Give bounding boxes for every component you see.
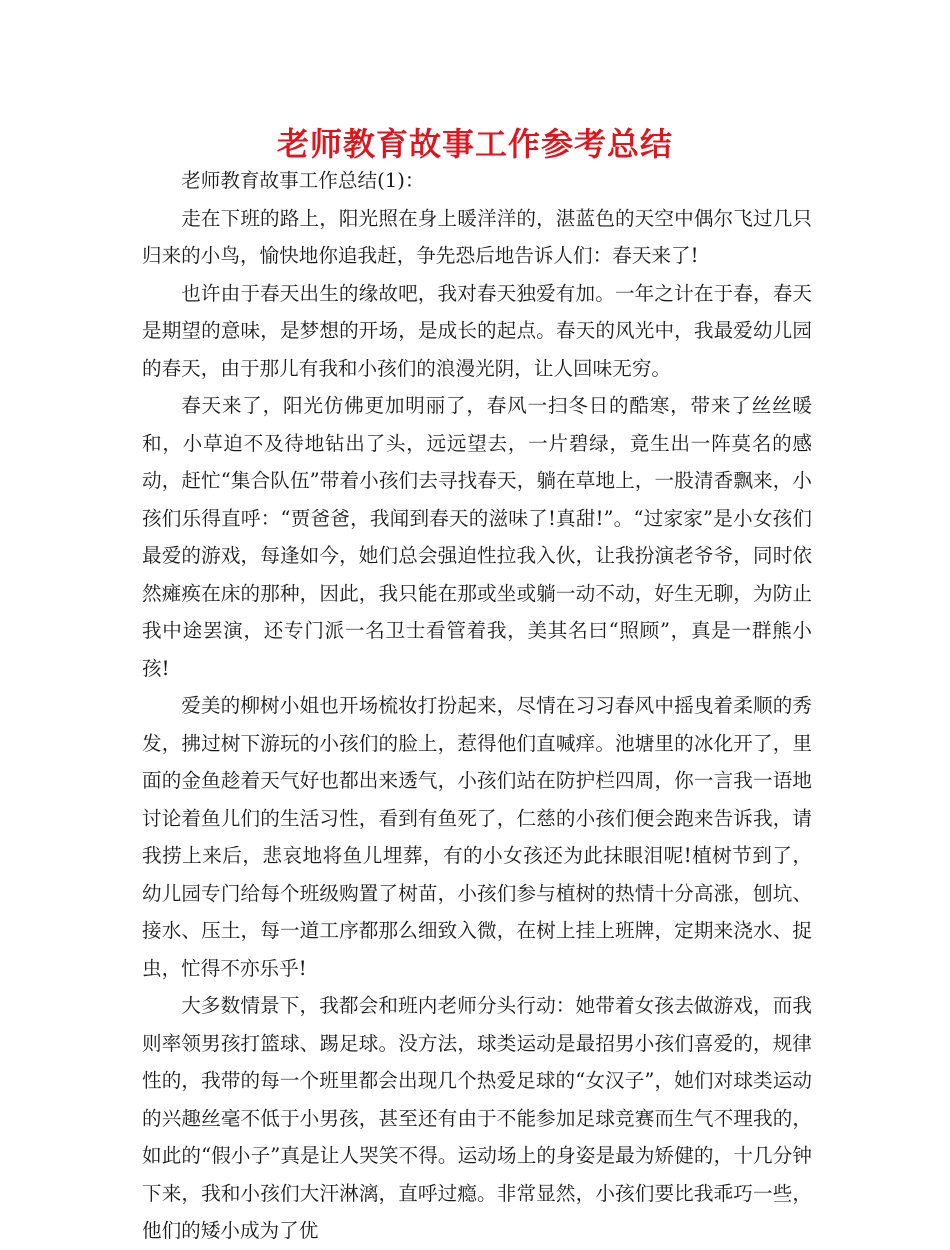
paragraph: 也许由于春天出生的缘故吧，我对春天独爱有加。一年之计在于春，春天是期望的意味，是梦想的开场，是成长的起点。春天的风光中，我最爱幼儿园的春天，由于那儿有我和小孩们的浪漫光阴，让人回味无穷。 [142, 281, 812, 380]
paragraph: 走在下班的路上，阳光照在身上暖洋洋的，湛蓝色的天空中偶尔飞过几只归来的小鸟，愉快地你追我赶，争先恐后地告诉人们：春天来了! [142, 206, 812, 267]
document-title: 老师教育故事工作参考总结 [276, 125, 673, 163]
document-body [142, 162, 812, 1250]
paragraph: 春天来了，阳光仿佛更加明丽了，春风一扫冬日的酷寒，带来了丝丝暖和，小草迫不及待地钻出了头，远远望去，一片碧绿，竟生出一阵莫名的感动，赶忙“集合队伍”带着小孩们去寻找春天，躺在草地上，一股清香飘来，小孩们乐得直呼：“贾爸爸，我闻到春天的滋味了!真甜!”。“过家家”是小女孩们最爱的游戏，每逢如今，她们总会强迫性拉我入伙，让我扮演老爷爷，同时依然瘫痪在床的那种，因此，我只能在那或坐或躺一动不动，好生无聊，为防止我中途罢演，还专门派一名卫士看管着我，美其名曰“照顾”，真是一群熊小孩! [142, 394, 812, 680]
paragraph: 爱美的柳树小姐也开场梳妆打扮起来，尽情在习习春风中摇曳着柔顺的秀发，拂过树下游玩的小孩们的脸上，惹得他们直喊痒。池塘里的冰化开了，里面的金鱼趁着天气好也都出来透气，小孩们站在防护栏四周，你一言我一语地讨论着鱼儿们的生活习性，看到有鱼死了，仁慈的小孩们便会跑来告诉我，请我捞上来后，悲哀地将鱼儿埋葬，有的小女孩还为此抹眼泪呢!植树节到了，幼儿园专门给每个班级购置了树苗，小孩们参与植树的热情十分高涨，刨坑、接水、压土，每一道工序都那么细致入微，在树上挂上班牌，定期来浇水、捉虫，忙得不亦乐乎! [142, 694, 812, 980]
paragraph-heading: 老师教育故事工作总结(1)： [181, 169, 425, 192]
paragraph: 大多数情景下，我都会和班内老师分头行动：她带着女孩去做游戏，而我则率领男孩打篮球、踢足球。没方法，球类运动是最招男小孩们喜爱的，规律性的，我带的每一个班里都会出现几个热爱足球的“女汉子”，她们对球类运动的兴趣丝毫不低于小男孩，甚至还有由于不能参加足球竞赛而生气不理我的，如此的“假小子”真是让人哭笑不得。运动场上的身姿是最为矫健的，十几分钟下来，我和小孩们大汗淋漓，直呼过瘾。非常显然，小孩们要比我乖巧一些，他们的矮小成为了优 [142, 994, 812, 1242]
